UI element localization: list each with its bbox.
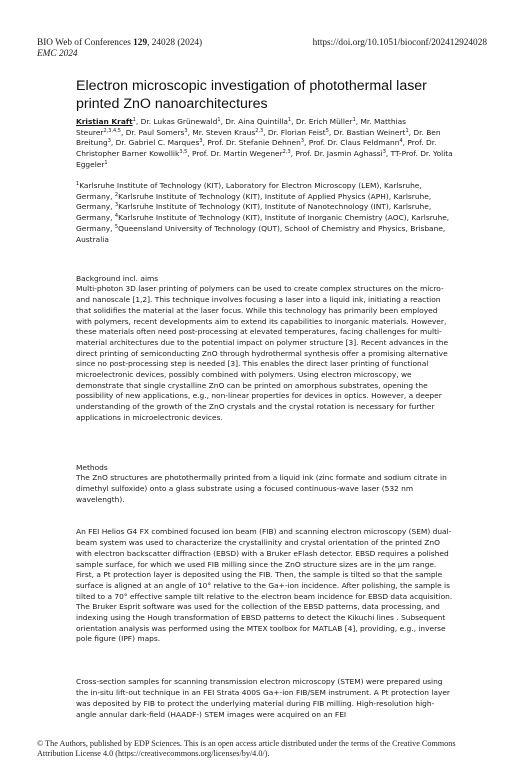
affiliation-marker: 1 <box>132 117 136 123</box>
journal-name: BIO Web of Conferences <box>37 38 131 48</box>
affiliation-marker: 3,5 <box>179 149 188 156</box>
affiliation-number: 5 <box>114 223 119 230</box>
affiliation-marker: 3 <box>184 127 188 134</box>
affiliation-marker: 2,3 <box>255 127 264 134</box>
affiliation-marker: 3 <box>300 138 305 145</box>
affiliation-marker: 3 <box>107 138 111 145</box>
author-name: Kristian Kraft <box>76 117 133 126</box>
affiliation-list <box>76 181 454 245</box>
affiliation-marker: 1 <box>217 117 221 123</box>
author-name: Dr. Paul Somers <box>125 127 185 137</box>
affiliation-text: Karlsruhe Institute of Technology (KIT), Institute of Applied Physics (APH), Karlsruhe, Germany, <box>76 191 432 212</box>
author-name: Dr. Gabriel C. Marques <box>115 138 200 148</box>
affiliation-marker: 3 <box>382 149 386 156</box>
article-number: , 24028 (2024) <box>147 38 203 48</box>
methods-paragraph-3: Cross-section samples for scanning transmission electron microscopy (STEM) were prepared using the in-situ lift-out technique in an FEI Strata 400S Ga+-ion FIB/SEM instrument. A Pt protection layer was deposited by FIB to protect the underlying material during FIB milling. High-resolution high-angle annular dark-field (HAADF-) STEM images were acquired on an FEI <box>76 677 450 719</box>
author-name: TT-Prof. Dr. Yolita Eggeler <box>76 149 453 169</box>
affiliation-marker: 4 <box>399 138 403 145</box>
author-name: Dr. Florian Feist <box>267 127 326 137</box>
affiliation-number: 4 <box>114 213 119 220</box>
doi-link[interactable]: https://doi.org/10.1051/bioconf/202412924028 <box>312 38 487 48</box>
affiliation-marker: 5 <box>325 127 329 134</box>
author-name: Prof. Dr. Stefanie Dehnen <box>207 138 301 148</box>
methods-paragraph-2: An FEI Helios G4 FX combined focused ion beam (FIB) and scanning electron microscopy (SEM) dual-beam system was used to characterize the crystallinity and crystal orientation of the printed ZnO with electron backscatter diffraction (EBSD) with a Bruker eFlash detector. EBSD requires a polished sample surface, for which we used FIB milling since the ZnO structure sizes are in the µm range. First, a Pt protection layer is deposited using the FIB. Then, the sample is tilted so that the sample surface is aligned at an angle of 10° relative to the Ga+-ion incidence. After polishing, the sample is tilted to a 70° effective sample tilt relative to the electron beam incidence for EBSD data acquisition. The Bruker Esprit software was used for the collection of the EBSD patterns, data processing, and indexing using the Hough transformation of EBSD patterns to detect the Kikuchi lines . Subsequent orientation analysis was performed using the MTEX toolbox for MATLAB [4], providing, e.g., inverse pole figure (IPF) maps. <box>76 527 453 644</box>
background-heading: Background incl. aims <box>76 274 159 284</box>
author-name: Mr. Steven Kraus <box>192 127 256 137</box>
affiliation-number: 1 <box>76 181 80 187</box>
author-name: Prof. Dr. Jasmin Aghassi <box>295 149 383 159</box>
affiliation-text: Karlsruhe Institute of Technology (KIT), Laboratory for Electron Microscopy (LEM), Karlsruhe, Germany, <box>76 181 422 201</box>
running-header <box>37 38 487 60</box>
author-name: Dr. Aina Quintilla <box>225 117 288 126</box>
author-name: Dr. Ben Breitung <box>76 127 441 148</box>
affiliation-marker: 3 <box>199 138 203 145</box>
affiliation-marker: 2,3,4,5 <box>103 127 121 134</box>
journal-volume: 129 <box>133 38 148 48</box>
author-name: Prof. Dr. Claus Feldmann <box>308 138 400 148</box>
paper-title: Electron microscopic investigation of photothermal laser printed ZnO nanoarchitectures <box>76 78 427 112</box>
affiliation-marker: 1 <box>287 117 292 123</box>
affiliation-number: 2 <box>114 191 119 198</box>
author-name: Prof. Dr. Martin Wegener <box>192 149 283 159</box>
methods-heading: Methods <box>76 463 108 473</box>
background-paragraph: Multi-photon 3D laser printing of polymers can be used to create complex structures on the micro- and nanoscale [1,2]. This technique involves focusing a laser into a liquid ink, initiating a reaction that solidifies the material at the laser focus. While this technology has primarily been employed with polymers, recent developments aim to extend its capabilities to inorganic materials. However, these materials often need post-processing at elevated temperatures, facing challenges for multi-material architectures due to the potential impact on polymer structure [3]. Recent advances in the direct printing of semiconducting ZnO through hydrothermal synthesis offer a promising alternative since no post-processing step is needed [3]. This enables the direct laser printing of functional microelectronic devices, possibly combined with polymers. Using electron microscopy, we demonstrate that single crystalline ZnO can be printed on amorphous substrates, opening the possibility of new applications, e.g., non-linear properties for devices in optics. However, a deeper understanding of the growth of the ZnO crystals and the crystal rotation is necessary for further applications in microelectronic devices. <box>76 284 449 422</box>
license-footer: © The Authors, published by EDP Sciences. This is an open access article distributed under the terms of the Creative Commons Attribution License 4.0 (https://creativecommons.org/licenses/by/4.0/). <box>37 739 456 758</box>
conference-name: EMC 2024 <box>37 49 78 59</box>
author-name: Dr. Erich Müller <box>295 117 353 126</box>
affiliation-number: 3 <box>114 202 119 209</box>
author-list: Kristian Kraft$^1$, Dr. Lukas Grünewald$^1$, Dr. Aina Quintilla$^1$, Dr. Erich Müller$^1$, Mr. Matthias Steurer$^{2,3,4,5}$, Dr. Paul Somers$^3$, Mr. Steven Kraus$^{2,3}$, Dr. Florian Feist$^5$, Dr. Bastian Weinert$^1$, Dr. Ben Breitung$^3$, Dr. Gabriel C. Marques$^3$, Prof. Dr. Stefanie Dehnen$^3$, Prof. Dr. Claus Feldmann$^4$, Prof. Dr. Christopher Barner Kowollik$^{3,5}$, Prof. Dr. Martin Wegener$^{2,3}$, Prof. Dr. Jasmin Aghassi$^3$, TT-Prof. Dr. Yolita Eggeler$^1$ <box>76 117 453 169</box>
author-name: Prof. Dr. Christopher Barner Kowollik <box>76 138 437 159</box>
affiliation-marker: 1 <box>405 127 409 134</box>
author-name: Mr. Matthias Steurer <box>76 117 407 137</box>
affiliation-marker: 1 <box>104 159 108 166</box>
affiliation-text: Queensland University of Technology (QUT), School of Chemistry and Physics, Brisbane, Australia <box>76 223 446 244</box>
author-name: Dr. Bastian Weinert <box>333 127 406 137</box>
affiliation-marker: 1 <box>352 117 356 123</box>
author-name: Dr. Lukas Grünewald <box>140 117 218 126</box>
affiliation-text: Karlsruhe Institute of Technology (KIT), Institute of Inorganic Chemistry (AOC), Karlsruhe, Germany, <box>76 213 450 233</box>
affiliation-text: Karlsruhe Institute of Technology (KIT), Institute of Nanotechnology (INT), Karlsruhe, Germany, <box>76 202 432 223</box>
methods-paragraph-1: The ZnO structures are photothermally printed from a liquid ink (zinc formate and sodium citrate in dimethyl sulfoxide) onto a glass substrate using a focused continuous-wave laser (532 nm wavelength). <box>76 473 447 504</box>
affiliation-marker: 2,3 <box>282 149 291 156</box>
